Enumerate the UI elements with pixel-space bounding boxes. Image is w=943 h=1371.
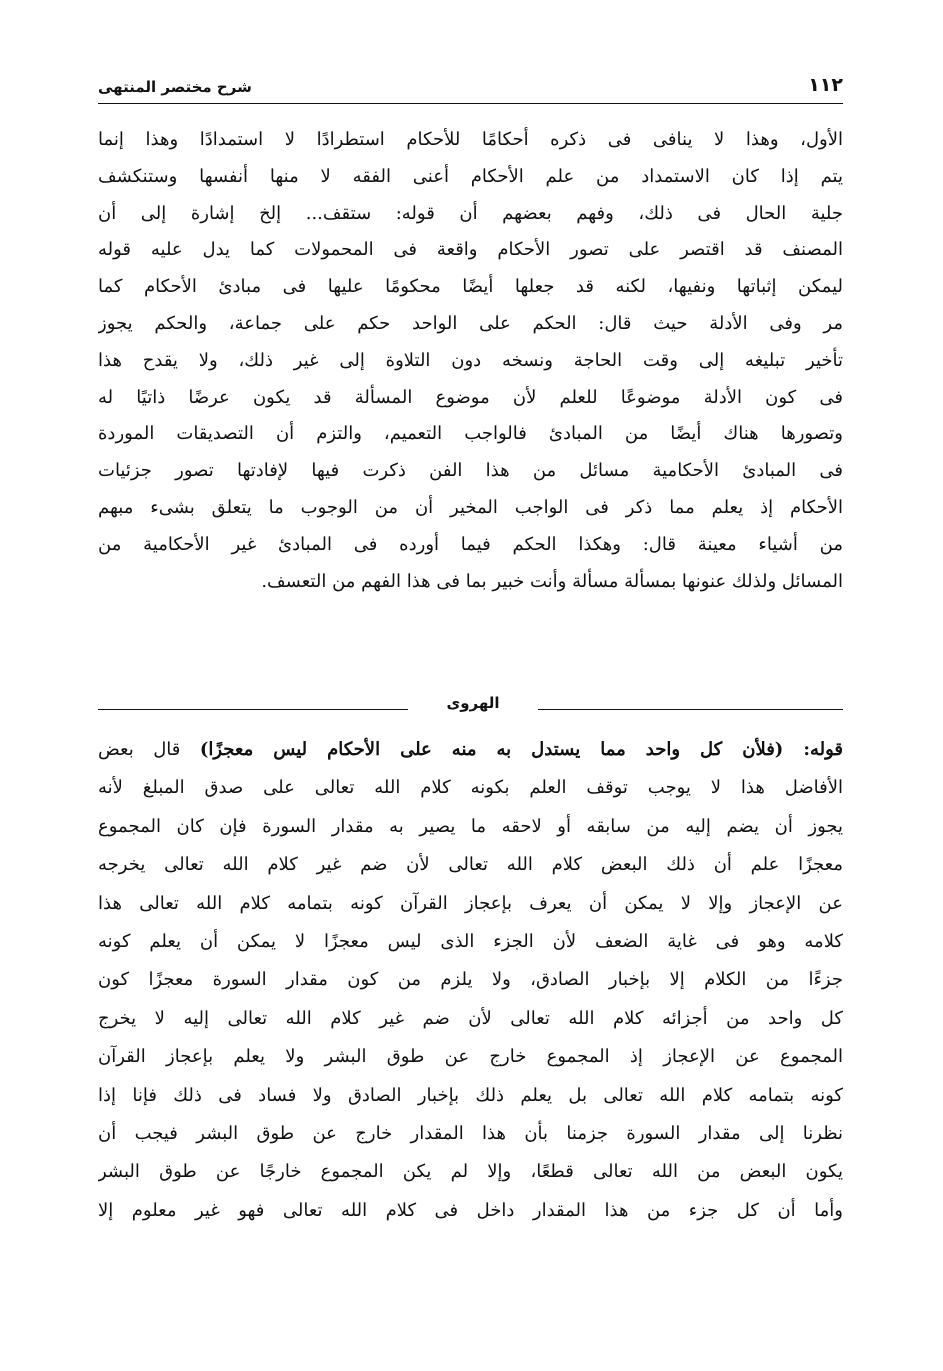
divider-rule-left [98, 709, 408, 710]
text-line: المسائل ولذلك عنونها بمسألة مسألة وأنت خبير بما فى هذا الفهم من التعسف. [261, 570, 843, 592]
section-divider [98, 692, 843, 720]
commentary-block-2 [98, 731, 843, 1230]
text-line: جزءًا من الكلام إلا بإخبار الصادق، ولا يلزم من كون مقدار السورة معجزًا كون [98, 969, 843, 991]
text-line: كل واحد من أجزائه كلام الله تعالى لأن ضم غير كلام الله تعالى إليه لا يخرج [98, 1007, 843, 1029]
text-line: يكون البعض من الله تعالى قطعًا، وإلا لم يكن المجموع خارجًا عن طوق البشر [98, 1161, 843, 1183]
text-line: من أشياء معينة قال: وهكذا الحكم فيما أورده فى المبادئ غير الأحكامية من [98, 533, 843, 555]
section-title: الهروى [446, 694, 500, 712]
text-line-first [98, 731, 843, 769]
text-line: وتصورها هناك أيضًا من المبادئ فالواجب التعميم، والتزم أن التصديقات الموردة [98, 423, 843, 445]
text-line: عن الإعجاز وإلا لا يمكن أن يعرف بإعجاز القرآن كونه بتمامه كلام الله تعالى هذا [98, 892, 843, 914]
quoted-lemma: قوله: (فلأن كل واحد مما يستدل به منه على الأحكام ليس معجزًا) [199, 739, 843, 760]
text-line: يتم إذا كان الاستمداد من علم الأحكام أعنى الفقه لا منها أنفسها وستنكشف [98, 165, 843, 187]
text-line: كلامه وهو فى غاية الضعف لأن الجزء الذى ليس معجزًا لا يمكن أن يعلم كونه [98, 930, 843, 952]
text-line: الأفاضل هذا لا يوجب توقف العلم بكونه كلام الله تعالى على صدق المبلغ لأنه [98, 777, 843, 799]
text-line: المجموع عن الإعجاز إذ المجموع خارج عن طوق البشر ولا يعلم بإعجاز القرآن [98, 1046, 843, 1068]
text-line: وأما أن كل جزء من هذا المقدار داخل فى كلام الله تعالى فهو غير معلوم إلا [98, 1199, 843, 1221]
text-line: فى كون الأدلة موضوعًا للعلم لأن موضوع المسألة قد يكون عرضًا ذاتيًا له [98, 386, 843, 408]
text-line: ليمكن إثباتها ونفيها، لكنه قد جعلها أيضًا محكومًا عليها فى مبادئ الأحكام كما [98, 276, 843, 298]
book-title: شرح مختصر المنتهى [98, 78, 252, 96]
text-line: معجزًا علم أن ذلك البعض كلام الله تعالى لأن ضم غير كلام الله تعالى يخرجه [98, 854, 843, 876]
text-line: جلية الحال فى ذلك، وفهم بعضهم أن قوله: ستقف... إلخ إشارة إلى أن [98, 202, 843, 224]
page-number: ١١٢ [808, 74, 843, 96]
text-line: نظرنا إلى مقدار السورة جزمنا بأن هذا المقدار خارج عن طوق البشر فيجب أن [98, 1122, 843, 1144]
text-line: يجوز أن يضم إليه من سابقه أو لاحقه ما يصير به مقدار السورة فإن كان المجموع [98, 815, 843, 837]
text-line: كونه بتمامه كلام الله تعالى بل يعلم ذلك بإخبار الصادق ولا فساد فى ذلك فإنا إذا [98, 1084, 843, 1106]
text-line: تأخير تبليغه إلى وقت الحاجة ونسخه دون التلاوة إلى غير ذلك، ولا يقدح هذا [98, 349, 843, 371]
text-line: الأحكام إذ يعلم مما ذكر فى الواجب المخير أن من الوجوب ما يتعلق بشىء مبهم [98, 496, 843, 518]
commentary-block-1 [98, 122, 843, 600]
text-line: المصنف قد اقتصر على تصور الأحكام واقعة فى المحمولات كما يدل عليه قوله [98, 239, 843, 261]
text-line: فى المبادئ الأحكامية مسائل من هذا الفن ذكرت فيها لإفادتها تصور جزئيات [98, 460, 843, 482]
divider-rule-right [538, 709, 843, 710]
text-line: الأول، وهذا لا ينافى فى ذكره أحكامًا للأحكام استطرادًا لا استمدادًا وهذا إنما [98, 129, 843, 150]
text-line: مر وفى الأدلة حيث قال: الحكم على الواحد حكم على جماعة، والحكم يجوز [98, 312, 843, 334]
running-header [98, 64, 843, 104]
header-rule [98, 103, 843, 104]
lemma-continuation: قال بعض [98, 739, 200, 760]
